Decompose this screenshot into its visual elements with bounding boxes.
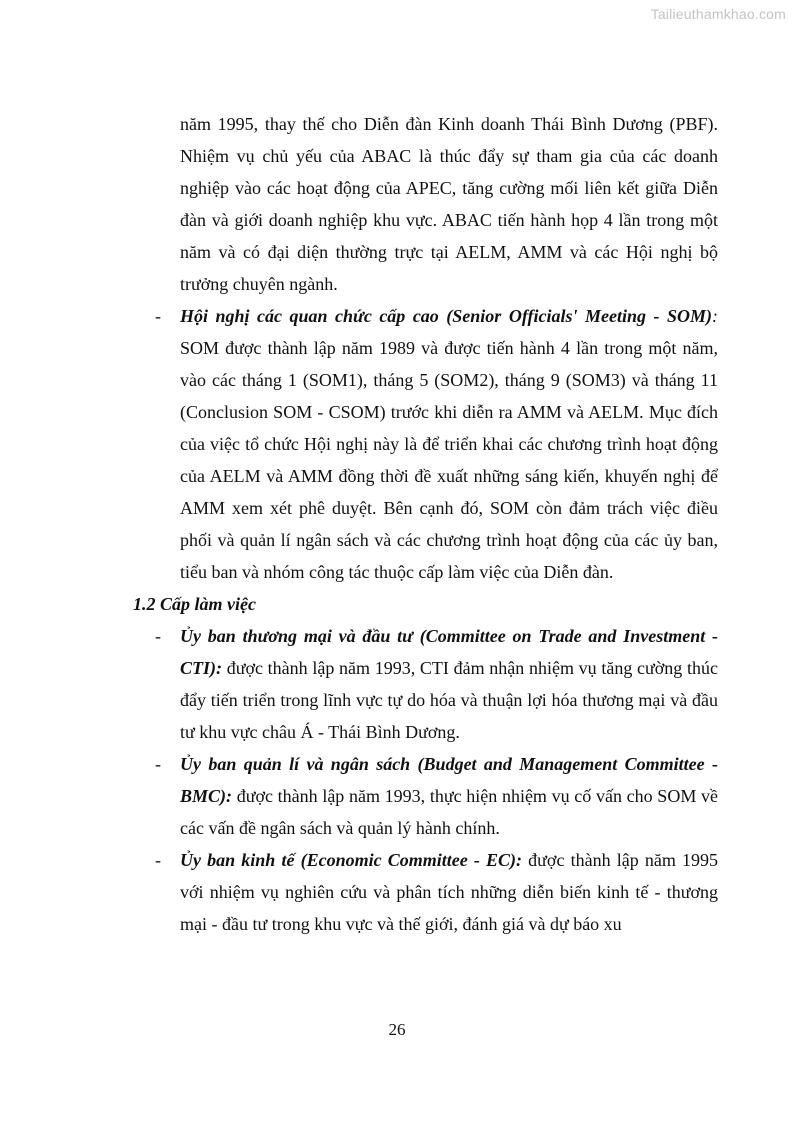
- section-heading: 1.2 Cấp làm việc: [133, 594, 256, 614]
- item-text: được thành lập năm 1995 với nhiệm vụ nghiên cứu và phân tích những diễn biến kinh tế - thương mại - đầu tư trong khu vực và thế giới, đánh giá và dự báo xu: [180, 850, 719, 934]
- bullet-dash: -: [155, 306, 161, 326]
- term-cti: Ủy ban thương mại và đầu tư (Committee on Trade and Investment - CTI):: [180, 626, 718, 678]
- term-colon: :: [712, 306, 718, 326]
- bullet-dash: -: [155, 754, 161, 774]
- list-item-som: [0, 300, 718, 588]
- bullet-dash: -: [155, 626, 161, 646]
- page-content: [0, 108, 794, 940]
- watermark: Tailieuthamkhao.com: [650, 6, 786, 22]
- item-text: SOM được thành lập năm 1989 và được tiến hành 4 lần trong một năm, vào các tháng 1 (SOM1), tháng 5 (SOM2), tháng 9 (SOM3) và tháng 11 (Conclusion SOM - CSOM) trước khi diễn ra AMM và AELM. Mục đích của việc tổ chức Hội nghị này là để triển khai các chương trình hoạt động của AELM và AMM đồng thời đề xuất những sáng kiến, khuyến nghị để AMM xem xét phê duyệt. Bên cạnh đó, SOM còn đảm trách việc điều phối và quản lí ngân sách và các chương trình hoạt động của các ủy ban, tiểu ban và nhóm công tác thuộc cấp làm việc của Diễn đàn.: [180, 338, 718, 582]
- page-number: 26: [388, 1020, 406, 1039]
- term-bmc: Ủy ban quản lí và ngân sách (Budget and Management Committee - BMC):: [180, 754, 718, 806]
- list-item-cti: [0, 620, 718, 748]
- item-text: được thành lập năm 1993, thực hiện nhiệm vụ cố vấn cho SOM về các vấn đề ngân sách và quản lý hành chính.: [180, 786, 718, 838]
- bullet-dash: -: [155, 850, 161, 870]
- intro-paragraph: năm 1995, thay thế cho Diễn đàn Kinh doanh Thái Bình Dương (PBF). Nhiệm vụ chủ yếu của ABAC là thúc đẩy sự tham gia của các doanh nghiệp vào các hoạt động của APEC, tăng cường mối liên kết giữa Diễn đàn và giới doanh nghiệp khu vực. ABAC tiến hành họp 4 lần trong một năm và có đại diện thường trực tại AELM, AMM và các Hội nghị bộ trưởng chuyên ngành.: [180, 114, 718, 294]
- list-item-bmc: [0, 748, 718, 844]
- term-som: Hội nghị các quan chức cấp cao (Senior Officials' Meeting - SOM): [180, 306, 712, 326]
- item-text: được thành lập năm 1993, CTI đảm nhận nhiệm vụ tăng cường thúc đẩy tiến triển trong lĩnh vực tự do hóa và thuận lợi hóa thương mại và đầu tư khu vực châu Á - Thái Bình Dương.: [180, 658, 718, 742]
- term-ec: Ủy ban kinh tế (Economic Committee - EC):: [180, 850, 523, 870]
- list-item-ec: [0, 844, 718, 940]
